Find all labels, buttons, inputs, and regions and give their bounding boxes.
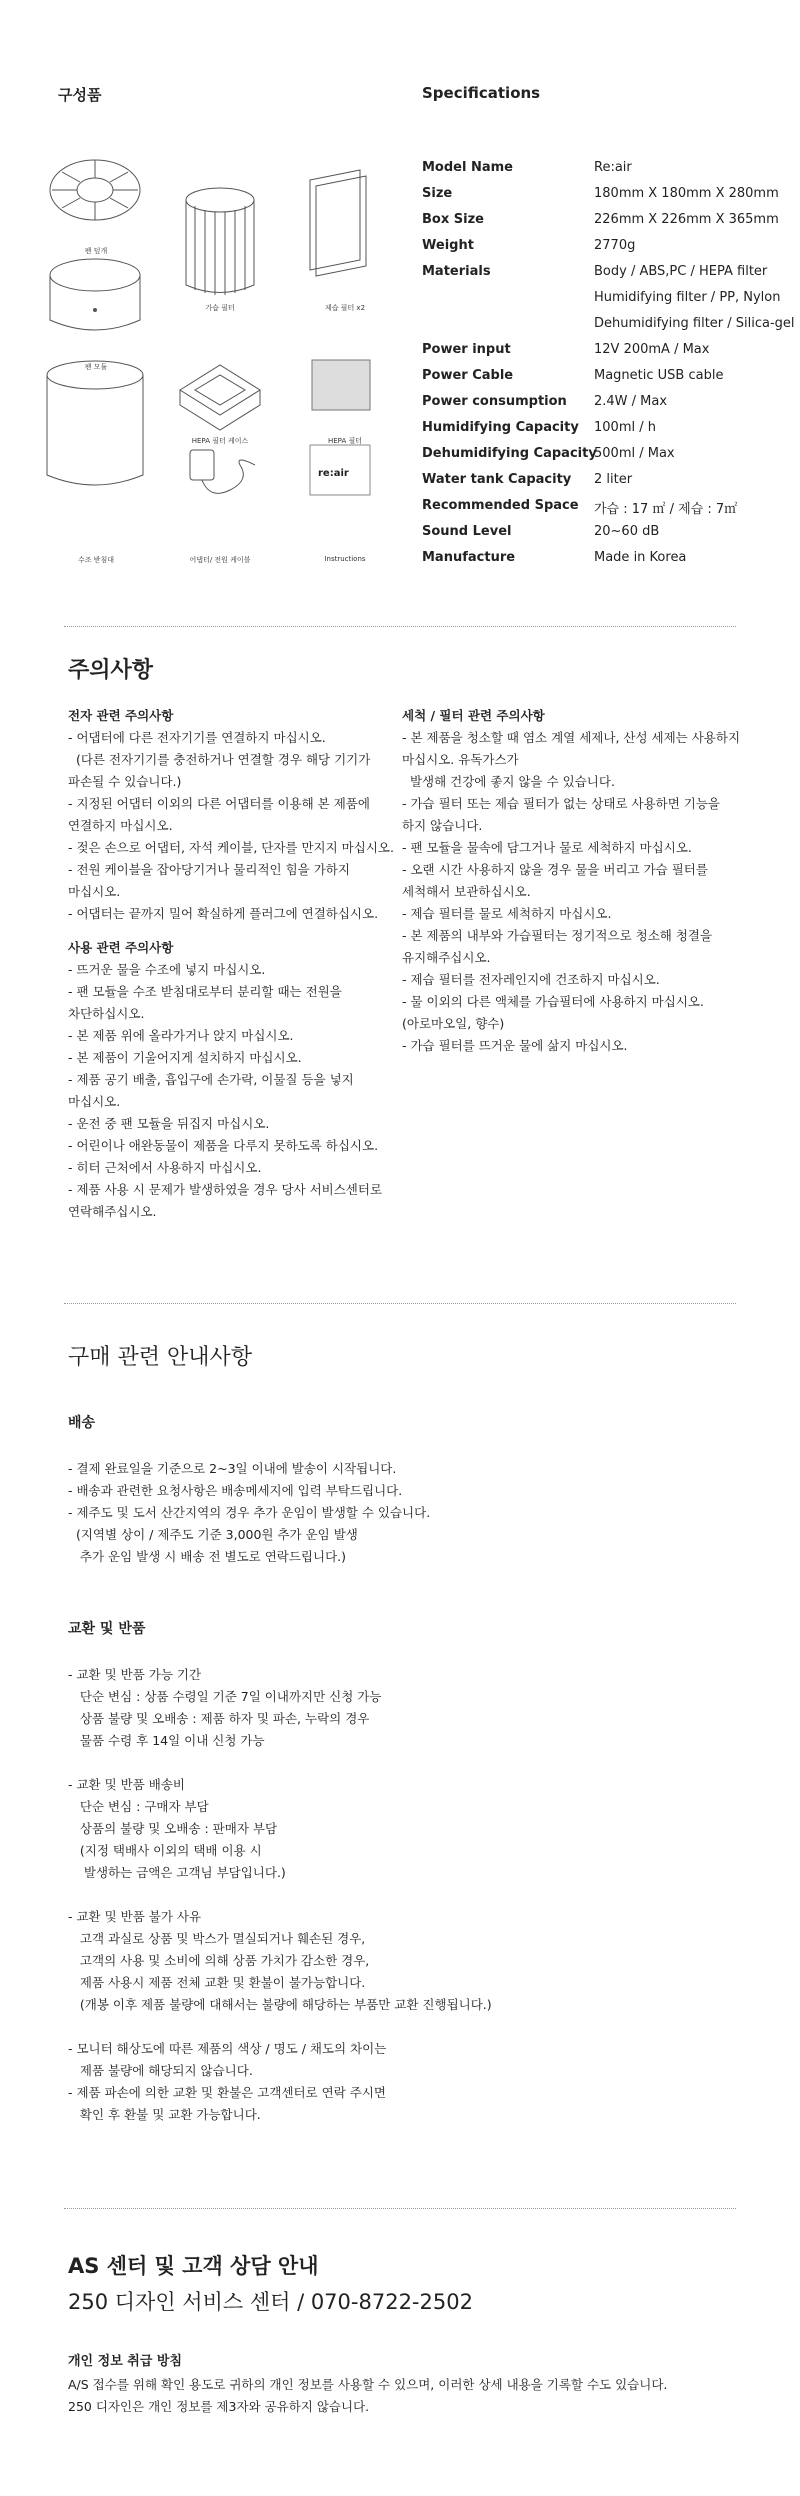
caution-line: - 오랜 시간 사용하지 않을 경우 물을 버리고 가습 필터를 (402, 862, 708, 877)
return-line: 단순 변심 : 상품 수령일 기준 7일 이내까지만 신청 가능 (68, 1689, 382, 1704)
caution-line: 마십시오. 유독가스가 (402, 752, 519, 767)
shipping-line: - 제주도 및 도서 산간지역의 경우 추가 운임이 발생할 수 있습니다. (68, 1505, 431, 1520)
return-line: - 교환 및 반품 가능 기간 (68, 1667, 202, 1682)
shipping-line: - 결제 완료일을 기준으로 2~3일 이내에 발송이 시작됩니다. (68, 1461, 397, 1476)
caution-line: - 팬 모듈을 수조 받침대로부터 분리할 때는 전원을 (68, 984, 342, 999)
caution-line: 발생해 건강에 좋지 않을 수 있습니다. (402, 774, 615, 789)
privacy-line: A/S 접수를 위해 확인 용도로 귀하의 개인 정보를 사용할 수 있으며, 이러한 상세 내용을 기록할 수도 있습니다. (68, 2377, 668, 2392)
caution-line: - 본 제품을 청소할 때 염소 계열 세제나, 산성 세제는 사용하지 (402, 730, 741, 745)
materials-extra-2: Dehumidifying filter / Silica-gel (594, 316, 795, 331)
caution-line: - 팬 모듈을 물속에 담그거나 물로 세척하지 마십시오. (402, 840, 692, 855)
caution-line: 마십시오. (68, 1094, 121, 1109)
spec-key: Size (422, 186, 453, 201)
spec-key: Power input (422, 342, 511, 357)
hepa-filter-drawing (312, 360, 370, 410)
spec-row (422, 524, 762, 550)
spec-key: Sound Level (422, 524, 512, 539)
spec-row (422, 498, 762, 524)
components-title: 구성품 (58, 86, 102, 104)
clean-caution-title: 세척 / 필터 관련 주의사항 (402, 708, 545, 723)
caution-line: - 제습 필터를 물로 세척하지 마십시오. (402, 906, 612, 921)
return-line: (개봉 이후 제품 불량에 대해서는 불량에 해당하는 부품만 교환 진행됩니다.) (68, 1997, 492, 2012)
caution-line: - 젖은 손으로 어댑터, 자석 케이블, 단자를 만지지 마십시오. (68, 840, 394, 855)
components-illustration (40, 150, 420, 570)
caution-line: - 지정된 어댑터 이외의 다른 어댑터를 이용해 본 제품에 (68, 796, 370, 811)
spec-row (422, 446, 762, 472)
return-line: 발생하는 금액은 고객님 부담입니다.) (68, 1865, 286, 1880)
spec-value: Made in Korea (594, 550, 687, 565)
return-line (68, 1752, 492, 1774)
caution-line: - 가습 필터를 뜨거운 물에 삶지 마십시오. (402, 1038, 628, 1053)
return-line: 제품 불량에 해당되지 않습니다. (68, 2063, 253, 2078)
spec-value: Magnetic USB cable (594, 368, 724, 383)
spec-row (422, 212, 779, 238)
return-line: 상품의 불량 및 오배송 : 판매자 부담 (68, 1821, 278, 1836)
return-line: 물품 수령 후 14일 이내 신청 가능 (68, 1733, 265, 1748)
shipping-title: 배송 (68, 1415, 96, 1431)
spec-key: Power consumption (422, 394, 567, 409)
spec-row (422, 420, 762, 446)
spec-key: Weight (422, 238, 474, 253)
caution-title: 주의사항 (68, 658, 154, 683)
materials-extra-1: Humidifying filter / PP, Nylon (594, 290, 781, 305)
caution-line: - 어댑터는 끝까지 밀어 확실하게 플러그에 연결하십시오. (68, 906, 379, 921)
return-line: (지정 택배사 이외의 택배 이용 시 (68, 1843, 262, 1858)
caution-line: - 제습 필터를 전자레인지에 건조하지 마십시오. (402, 972, 660, 987)
spec-key: Water tank Capacity (422, 472, 572, 487)
spec-value: 가습 : 17 ㎡ / 제습 : 7㎡ (594, 502, 738, 517)
spec-key: Manufacture (422, 550, 516, 565)
return-line: 제품 사용시 제품 전체 교환 및 환불이 불가능합니다. (68, 1975, 366, 1990)
caution-line: - 가습 필터 또는 제습 필터가 없는 상태로 사용하면 기능을 (402, 796, 720, 811)
return-line (68, 2016, 492, 2038)
caution-line: 차단하십시오. (68, 1006, 145, 1021)
spec-value: Body / ABS,PC / HEPA filter (594, 264, 768, 279)
label-instructions: Instructions (324, 555, 366, 563)
water-tank-drawing (47, 361, 143, 485)
purchase-title: 구매 관련 안내사항 (68, 1345, 253, 1370)
spec-row (422, 342, 762, 368)
spec-key: Power Cable (422, 368, 514, 383)
spec-value: 100ml / h (594, 420, 656, 435)
usage-caution-list (68, 959, 398, 1223)
privacy-list (68, 2374, 667, 2418)
label-humidifying-filter: 가습 필터 (205, 304, 235, 312)
clean-caution-list (402, 727, 742, 1057)
dehumidifying-filter-drawing (310, 170, 366, 276)
spec-value: Re:air (594, 160, 632, 175)
caution-line: 파손될 수 있습니다.) (68, 774, 182, 789)
return-line (68, 1884, 492, 1906)
usage-caution-title: 사용 관련 주의사항 (68, 940, 174, 955)
caution-line: - 본 제품 위에 올라가거나 앉지 마십시오. (68, 1028, 294, 1043)
return-line: - 교환 및 반품 불가 사유 (68, 1909, 202, 1924)
caution-line: (아로마오일, 향수) (402, 1016, 505, 1031)
hepa-case-drawing (180, 365, 260, 430)
caution-line: - 본 제품이 기울어지게 설치하지 마십시오. (68, 1050, 302, 1065)
spec-row (422, 368, 762, 394)
spec-value: 2 liter (594, 472, 633, 487)
caution-line: - 제품 공기 배출, 흡입구에 손가락, 이물질 등을 넣지 (68, 1072, 354, 1087)
return-line: 확인 후 환불 및 교환 가능합니다. (68, 2107, 261, 2122)
return-line: 고객의 사용 및 소비에 의해 상품 가치가 감소한 경우, (68, 1953, 370, 1968)
spec-row (422, 394, 762, 420)
specs-title: Specifications (422, 84, 541, 102)
privacy-line: 250 디자인은 개인 정보를 제3자와 공유하지 않습니다. (68, 2399, 370, 2414)
spec-row (422, 186, 779, 212)
instructions-logo: re:air (318, 468, 349, 479)
fan-cover-drawing (50, 160, 140, 220)
return-line: 단순 변심 : 구매자 부담 (68, 1799, 209, 1814)
spec-row (422, 160, 762, 186)
caution-right-column (402, 705, 742, 1057)
spec-value: 226mm X 226mm X 365mm (594, 212, 779, 227)
electric-caution-title: 전자 관련 주의사항 (68, 708, 174, 723)
caution-left-column (68, 705, 398, 1223)
spec-value: 20~60 dB (594, 524, 660, 539)
return-line: - 모니터 해상도에 따른 제품의 색상 / 명도 / 채도의 차이는 (68, 2041, 387, 2056)
caution-line: 유지해주십시오. (402, 950, 491, 965)
as-center-title: AS 센터 및 고객 상담 안내 (68, 2254, 319, 2278)
spec-row (422, 238, 762, 264)
return-title: 교환 및 반품 (68, 1621, 146, 1637)
spec-key: Model Name (422, 160, 513, 175)
spec-key: Dehumidifying Capacity (422, 446, 597, 461)
divider (64, 1303, 736, 1304)
caution-line: - 어린이나 애완동물이 제품을 다루지 못하도록 하십시오. (68, 1138, 379, 1153)
label-adapter: 어댑터/ 전원 케이블 (189, 556, 251, 564)
label-fan-module: 팬 모듈 (84, 363, 108, 371)
spec-value: 500ml / Max (594, 446, 675, 461)
shipping-line: (지역별 상이 / 제주도 기준 3,000원 추가 운임 발생 (68, 1527, 358, 1542)
return-list (68, 1664, 492, 2126)
caution-line: 마십시오. (68, 884, 121, 899)
return-line: 고객 과실로 상품 및 박스가 멸실되거나 훼손된 경우, (68, 1931, 366, 1946)
divider (64, 2208, 736, 2209)
shipping-line: - 배송과 관련한 요청사항은 배송메세지에 입력 부탁드립니다. (68, 1483, 403, 1498)
shipping-list (68, 1458, 430, 1568)
shipping-line: 추가 운임 발생 시 배송 전 별도로 연락드립니다.) (68, 1549, 347, 1564)
label-hepa-filter: HEPA 필터 (328, 437, 362, 445)
spec-row (422, 472, 762, 498)
return-line: 상품 불량 및 오배송 : 제품 하자 및 파손, 누락의 경우 (68, 1711, 370, 1726)
label-hepa-case: HEPA 필터 케이스 (191, 437, 249, 445)
caution-line: - 물 이외의 다른 액체를 가습필터에 사용하지 마십시오. (402, 994, 704, 1009)
spec-key: Recommended Space (422, 498, 579, 513)
spec-row (422, 264, 768, 290)
caution-line: 세척해서 보관하십시오. (402, 884, 531, 899)
return-line: - 제품 파손에 의한 교환 및 환불은 고객센터로 연락 주시면 (68, 2085, 386, 2100)
adapter-drawing (190, 450, 255, 493)
spec-value: 180mm X 180mm X 280mm (594, 186, 779, 201)
divider (64, 626, 736, 627)
spec-key: Box Size (422, 212, 484, 227)
as-center-phone: 250 디자인 서비스 센터 / 070-8722-2502 (68, 2290, 473, 2314)
label-water-tank: 수조 받침대 (77, 556, 115, 564)
caution-line: 연결하지 마십시오. (68, 818, 173, 833)
spec-key: Humidifying Capacity (422, 420, 579, 435)
caution-line: - 어댑터에 다른 전자기기를 연결하지 마십시오. (68, 730, 326, 745)
humidifying-filter-drawing (186, 188, 254, 295)
privacy-title: 개인 정보 취급 방침 (68, 2354, 183, 2369)
label-dehumidifying-filter: 제습 필터 x2 (324, 304, 366, 312)
caution-line: - 운전 중 팬 모듈을 뒤집지 마십시오. (68, 1116, 270, 1131)
caution-line: (다른 전자기기를 충전하거나 연결할 경우 해당 기기가 (68, 752, 371, 767)
label-fan-cover: 팬 덮개 (84, 247, 108, 255)
caution-line: - 본 제품의 내부와 가습필터는 정기적으로 청소해 청결을 (402, 928, 713, 943)
caution-line: - 히터 근처에서 사용하지 마십시오. (68, 1160, 262, 1175)
spec-value: 2770g (594, 238, 636, 253)
caution-line: - 제품 사용 시 문제가 발생하였을 경우 당사 서비스센터로 (68, 1182, 383, 1197)
fan-module-drawing (50, 259, 140, 330)
caution-line: - 전원 케이블을 잡아당기거나 물리적인 힘을 가하지 (68, 862, 350, 877)
spec-key: Materials (422, 264, 491, 279)
caution-line: 하지 않습니다. (402, 818, 483, 833)
spec-value: 12V 200mA / Max (594, 342, 710, 357)
return-line: - 교환 및 반품 배송비 (68, 1777, 186, 1792)
caution-line: - 뜨거운 물을 수조에 넣지 마십시오. (68, 962, 266, 977)
electric-caution-list (68, 727, 398, 925)
spec-row (422, 550, 762, 576)
spec-value: 2.4W / Max (594, 394, 668, 409)
caution-line: 연락해주십시오. (68, 1204, 157, 1219)
